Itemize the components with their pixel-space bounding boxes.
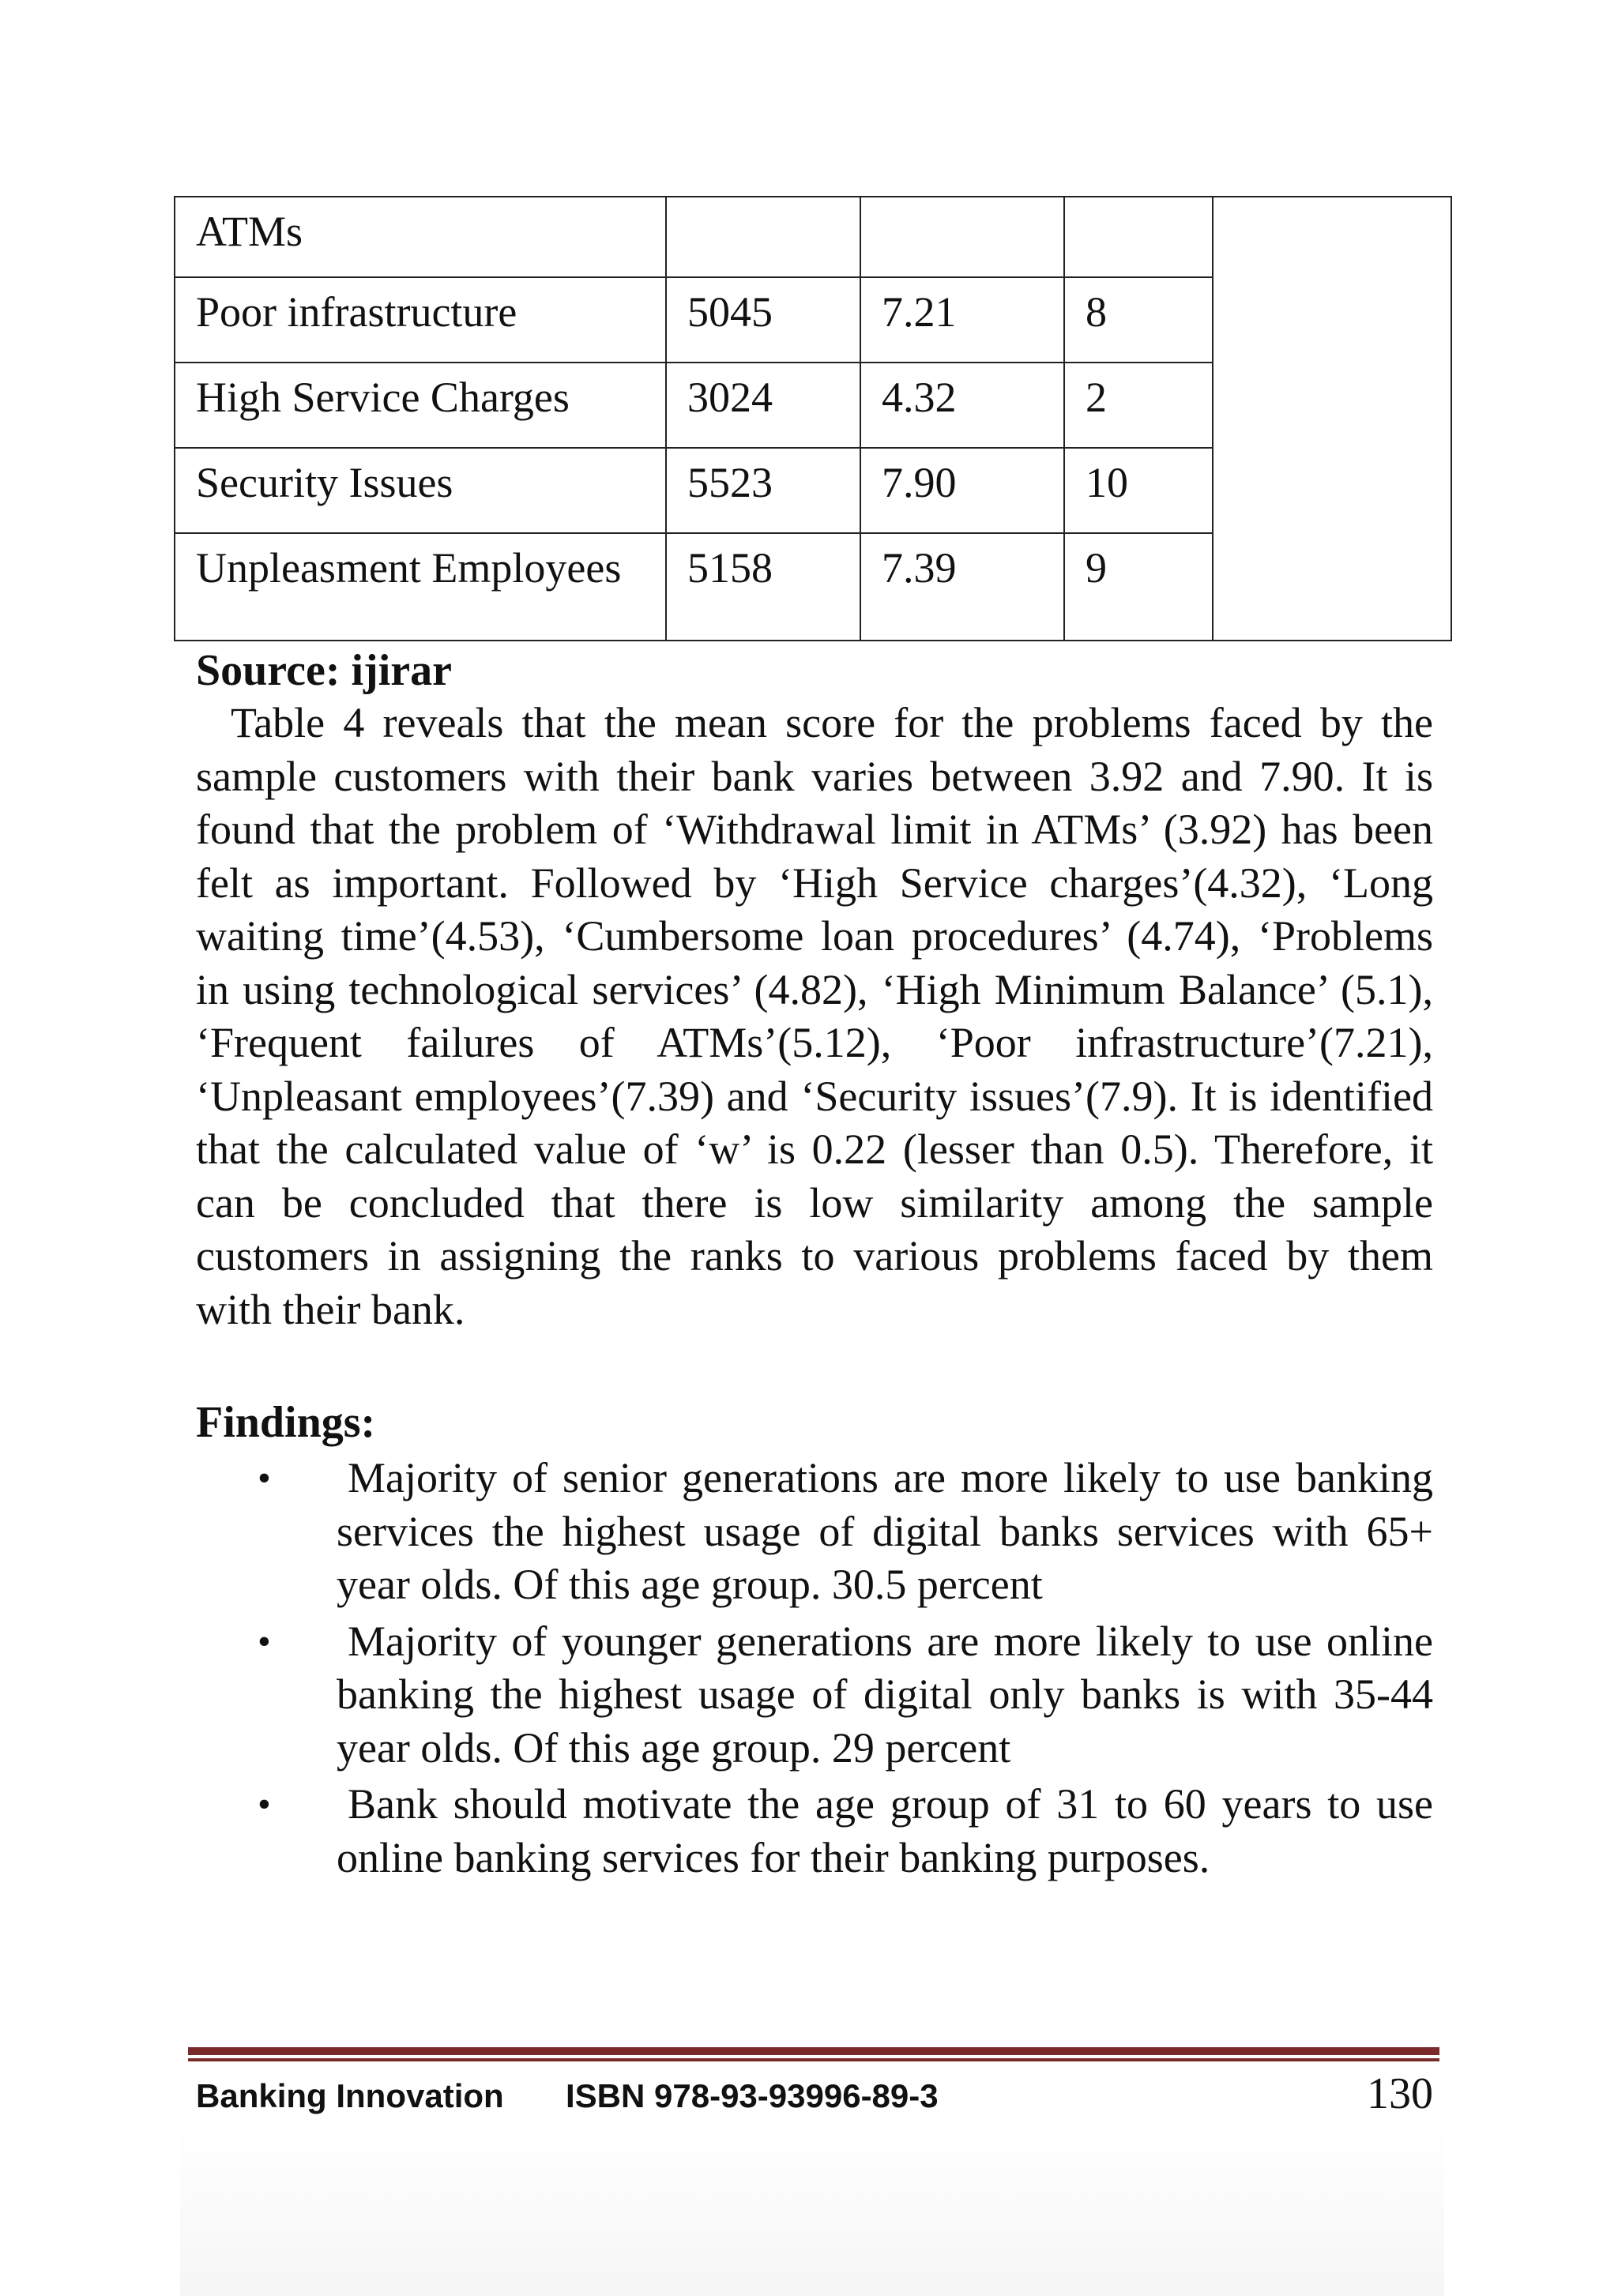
problem-cell: Poor infrastructure [175, 277, 666, 363]
list-item [196, 1452, 1433, 1612]
footer-rule-thin [188, 2058, 1439, 2061]
scan-shadow [180, 2125, 1444, 2296]
rank-cell [1064, 197, 1213, 277]
list-item [196, 1778, 1433, 1885]
rank-cell: 9 [1064, 533, 1213, 641]
rank-table-grid [174, 196, 1452, 641]
findings-heading: Findings: [196, 1398, 376, 1447]
bullet-icon: • [258, 1620, 271, 1663]
problem-cell: High Service Charges [175, 363, 666, 448]
bullet-icon: • [258, 1783, 271, 1825]
problems-rank-table [174, 196, 1451, 640]
rank-cell: 2 [1064, 363, 1213, 448]
total-score-cell: 3024 [666, 363, 860, 448]
mean-score-cell [860, 197, 1064, 277]
total-score-cell: 5523 [666, 448, 860, 533]
rank-cell: 8 [1064, 277, 1213, 363]
list-item [196, 1615, 1433, 1776]
footer-isbn: ISBN 978-93-93996-89-3 [566, 2077, 939, 2114]
total-score-cell: 5158 [666, 533, 860, 641]
problem-cell: Security Issues [175, 448, 666, 533]
finding-text: Majority of younger generations are more likely to use online banking the highest usage of digital only banks is with 35-44 year olds. Of this age group. 29 percent [337, 1617, 1433, 1772]
mean-score-cell: 7.21 [860, 277, 1064, 363]
rank-cell: 10 [1064, 448, 1213, 533]
mean-score-cell: 7.39 [860, 533, 1064, 641]
mean-score-cell: 7.90 [860, 448, 1064, 533]
table-row [175, 197, 1451, 277]
finding-text: Bank should motivate the age group of 31 to 60 years to use online banking services for their banking purposes. [337, 1780, 1433, 1881]
problem-cell: Unpleasment Employees [175, 533, 666, 641]
analysis-paragraph: Table 4 reveals that the mean score for the problems faced by the sample customers with their bank varies between 3.92 and 7.90. It is found that the problem of ‘Withdrawal limit in ATMs’ (3.92) has been felt as important. Followed by ‘High Service charges’(4.32), ‘Long waiting time’(4.53), ‘Cumbersome loan procedures’ (4.74), ‘Problems in using technological services’ (4.82), ‘High Minimum Balance’ (5.1), ‘Frequent failures of ATMs’(5.12), ‘Poor infrastructure’(7.21), ‘Unpleasant employees’(7.39) and ‘Security issues’(7.9). It is identified that the calculated value of ‘w’ is 0.22 (lesser than 0.5). Therefore, it can be concluded that there is low similarity among the sample customers in assigning the ranks to various problems faced by them with their bank. [196, 699, 1433, 1333]
findings-list [196, 1452, 1433, 1888]
table-source: Source: ijirar [196, 646, 452, 695]
finding-text: Majority of senior generations are more likely to use banking services the highest usage of digital banks services with 65+ year olds. Of this age group. 30.5 percent [337, 1454, 1433, 1608]
problem-cell: ATMs [175, 197, 666, 277]
mean-score-cell: 4.32 [860, 363, 1064, 448]
total-score-cell: 5045 [666, 277, 860, 363]
total-score-cell [666, 197, 860, 277]
footer-book-title: Banking Innovation [196, 2077, 504, 2114]
footer-rule [188, 2047, 1439, 2055]
merged-empty-cell [1213, 197, 1451, 641]
page-number: 130 [1367, 2069, 1433, 2118]
bullet-icon: • [258, 1457, 271, 1499]
